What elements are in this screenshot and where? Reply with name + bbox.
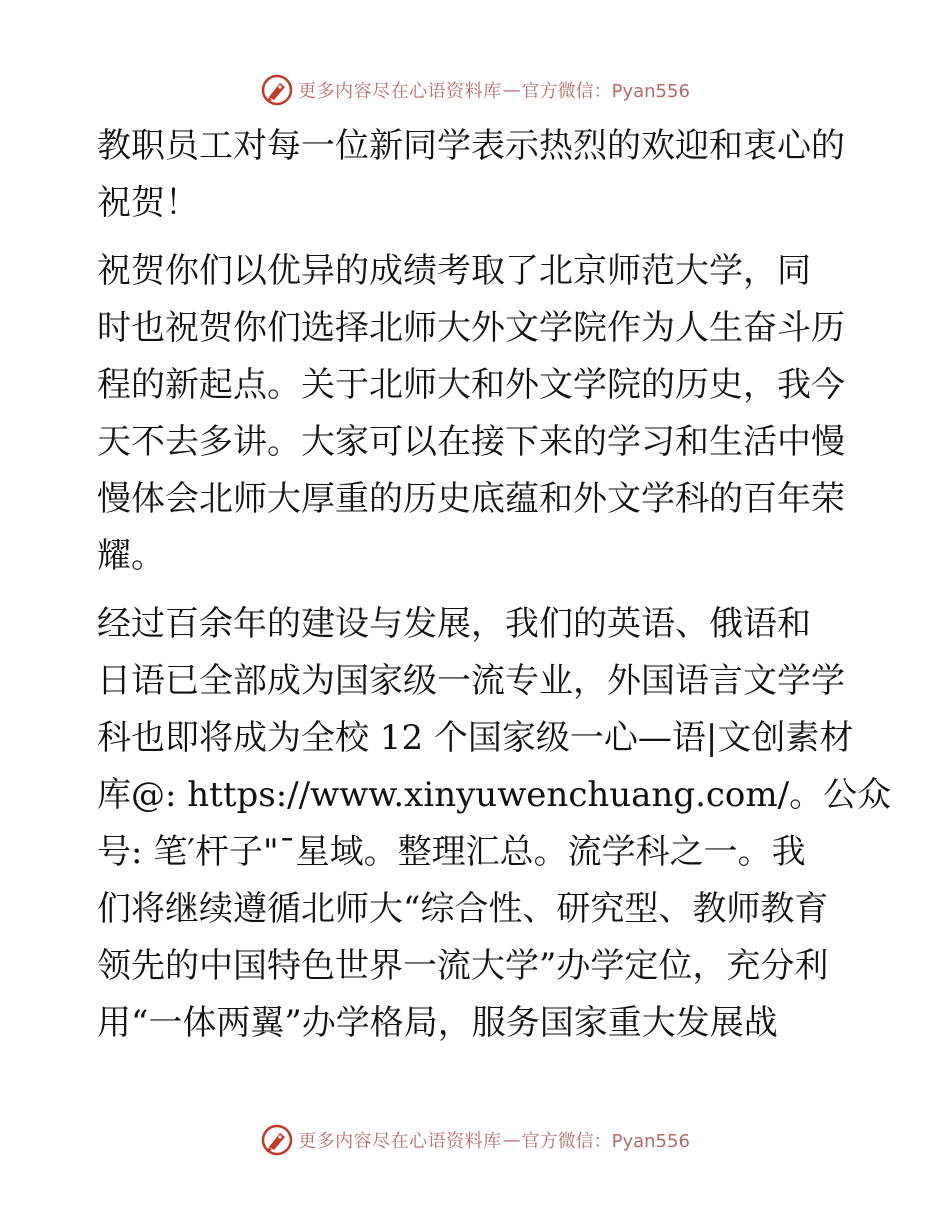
paragraph bbox=[97, 118, 853, 232]
text-line: 祝贺！ bbox=[97, 183, 199, 223]
text-line: 经过百余年的建设与发展，我们的英语、俄语和 bbox=[97, 604, 811, 644]
text-line: 教职员工对每一位新同学表示热烈的欢迎和衷心的 bbox=[97, 126, 845, 166]
text-line: 慢体会北师大厚重的历史底蕴和外文学科的百年荣 bbox=[97, 479, 845, 519]
text-line: 日语已全部成为国家级一流专业，外国语言文学学 bbox=[97, 661, 845, 701]
header-watermark-banner bbox=[0, 70, 950, 110]
document-body bbox=[97, 118, 892, 1052]
text-line: 天不去多讲。大家可以在接下来的学习和生活中慢 bbox=[97, 422, 845, 462]
text-line: 号: 笔′杆子"¯星域。整理汇总。流学科之一。我 bbox=[97, 832, 806, 872]
text-line: 领先的中国特色世界一流大学”办学定位，充分利 bbox=[97, 946, 829, 986]
pen-nib-logo-icon bbox=[260, 73, 294, 107]
paragraph bbox=[97, 243, 853, 585]
footer-watermark-banner bbox=[0, 1120, 950, 1160]
banner-wechat: 官方微信：Pyan556 bbox=[521, 1131, 690, 1152]
paragraph bbox=[97, 596, 892, 1052]
banner-title: 更多内容尽在心语资料库 bbox=[298, 81, 502, 102]
paragraph-gap bbox=[97, 585, 853, 596]
paragraph-gap bbox=[97, 232, 853, 243]
pen-nib-logo-icon bbox=[260, 1123, 294, 1157]
text-line: 程的新起点。关于北师大和外文学院的历史，我今 bbox=[97, 365, 845, 405]
banner-title: 更多内容尽在心语资料库 bbox=[298, 1131, 502, 1152]
text-line: 祝贺你们以优异的成绩考取了北京师范大学，同 bbox=[97, 251, 811, 291]
banner-dash: — bbox=[502, 79, 521, 101]
banner-wechat: 官方微信：Pyan556 bbox=[521, 81, 690, 102]
banner-dash: — bbox=[502, 1129, 521, 1151]
text-line: 们将继续遵循北师大“综合性、研究型、教师教育 bbox=[97, 889, 829, 929]
text-line: 耀。 bbox=[97, 536, 165, 576]
text-line: 时也祝贺你们选择北师大外文学院作为人生奋斗历 bbox=[97, 308, 845, 348]
text-line: 科也即将成为全校 12 个国家级一心—语|文创素材 bbox=[97, 718, 854, 758]
text-line: 库@: https://www.xinyuwenchuang.com/。公众 bbox=[97, 775, 892, 815]
text-line: 用“一体两翼”办学格局，服务国家重大发展战 bbox=[97, 1003, 778, 1043]
